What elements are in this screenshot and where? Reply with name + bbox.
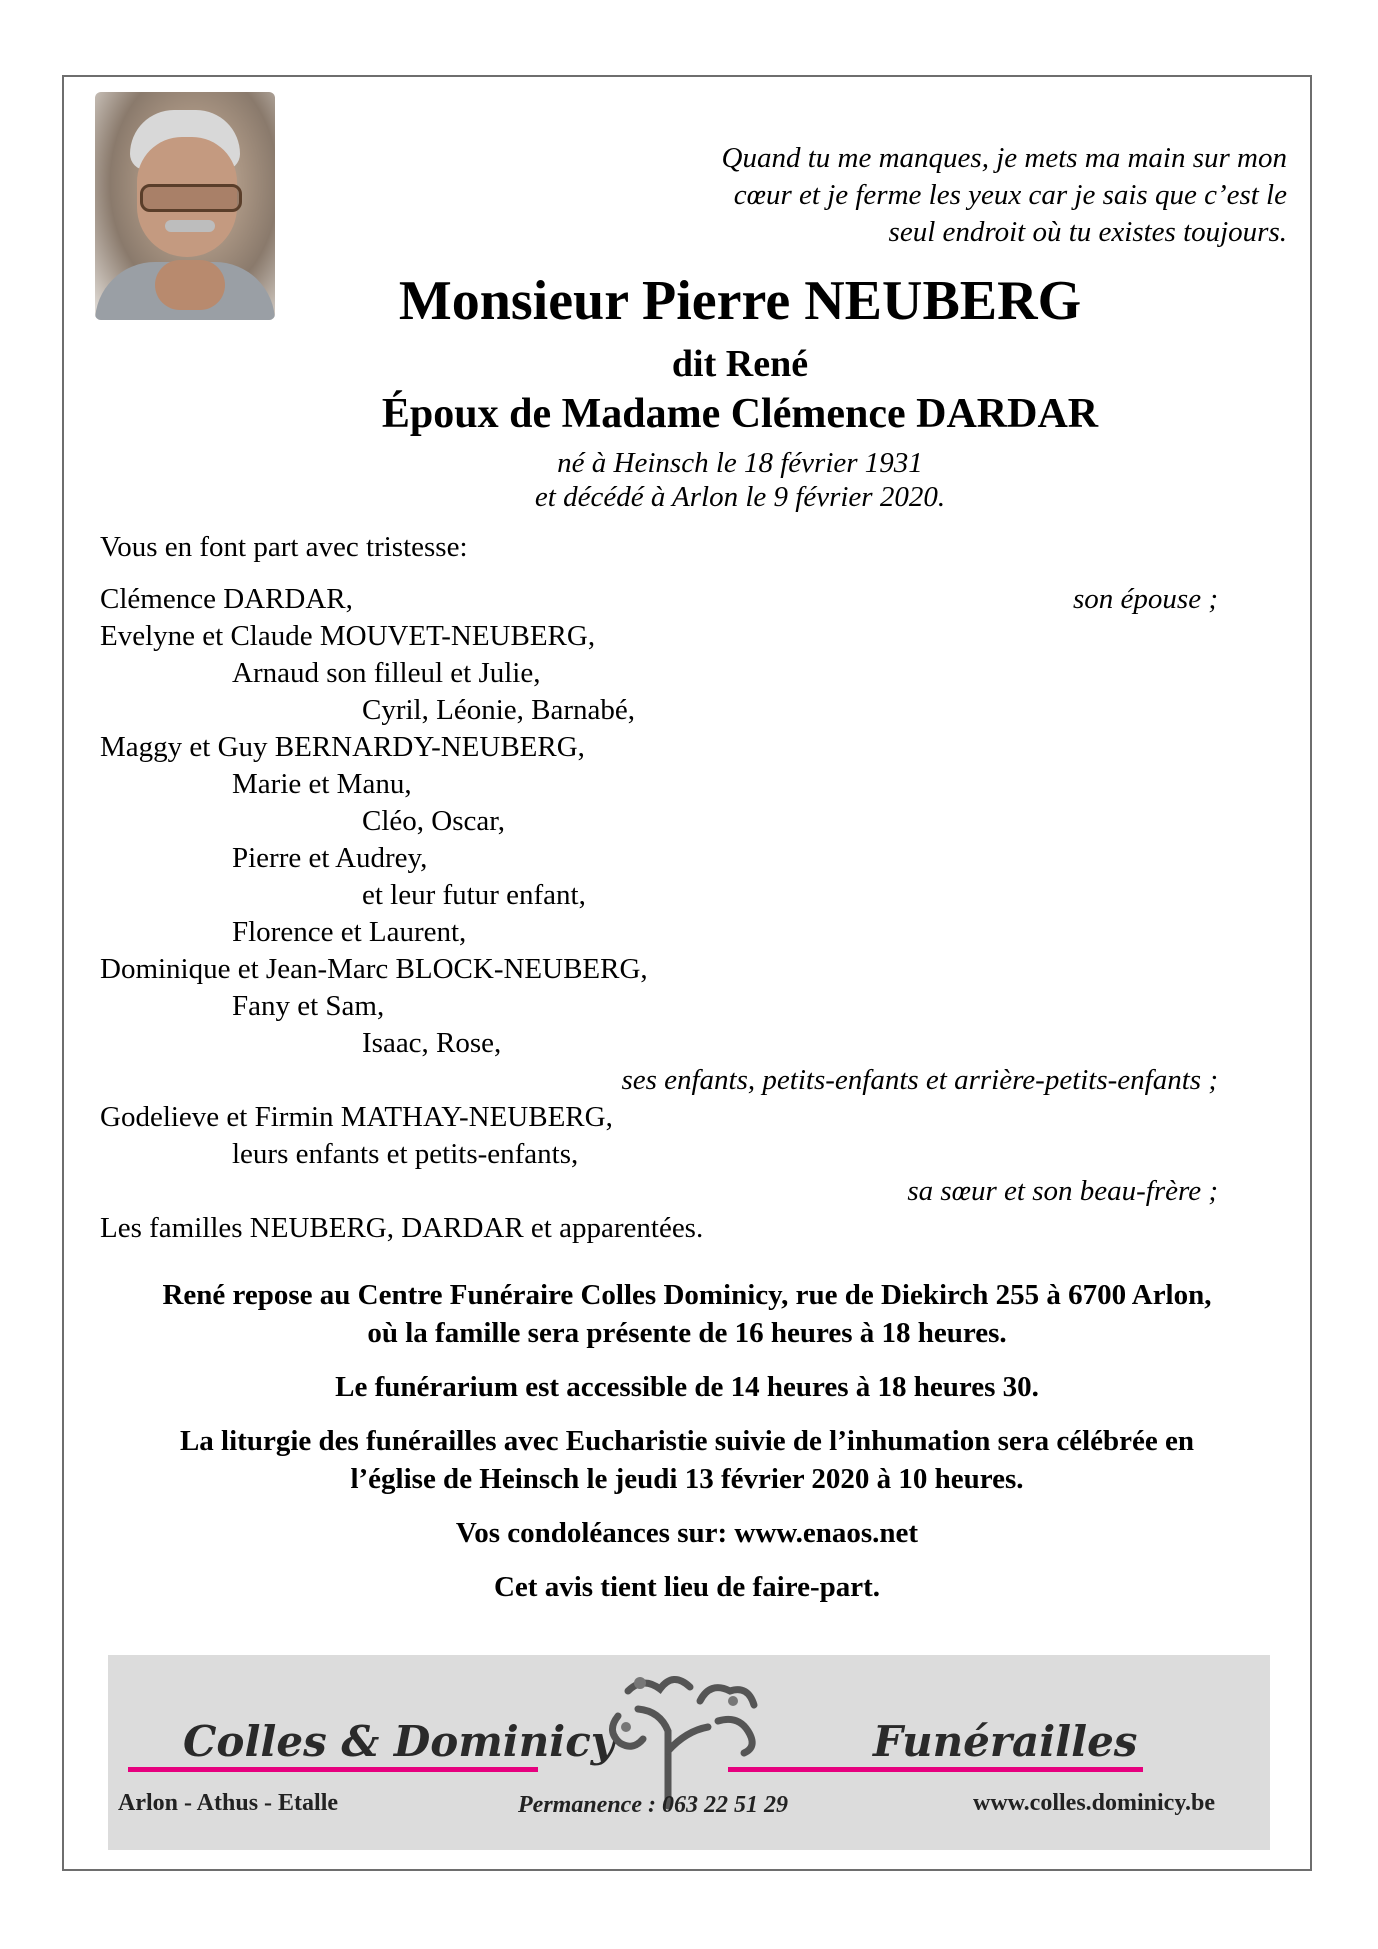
poem-line: cœur et je ferme les yeux car je sais que c’est le — [733, 179, 1287, 211]
family-member: Godelieve et Firmin MATHAY-NEUBERG, — [100, 1101, 613, 1133]
tree-logo-icon — [598, 1661, 778, 1811]
avis-line: Cet avis tient lieu de faire-part. — [493, 1571, 881, 1603]
repose-line: René repose au Centre Funéraire Colles Dominicy, rue de Diekirch 255 à 6700 Arlon, — [162, 1279, 1212, 1311]
poem-line: Quand tu me manques, je mets ma main sur mon — [721, 142, 1287, 174]
family-member: Cyril, Léonie, Barnabé, — [362, 694, 635, 726]
family-member: leurs enfants et petits-enfants, — [232, 1138, 579, 1170]
family-member: Clémence DARDAR, — [100, 583, 353, 615]
family-member: Dominique et Jean-Marc BLOCK-NEUBERG, — [100, 953, 648, 985]
death-line: et décédé à Arlon le 9 février 2020. — [534, 481, 946, 513]
brand-left: Colles & Dominicy — [183, 1717, 616, 1766]
website: www.colles.dominicy.be — [973, 1790, 1216, 1816]
family-member: et leur futur enfant, — [362, 879, 586, 911]
spouse-line: Époux de Madame Clémence DARDAR — [381, 391, 1099, 437]
family-member: Cléo, Oscar, — [362, 805, 505, 837]
role-epouse: son épouse ; — [1073, 583, 1218, 615]
liturgie-line: La liturgie des funérailles avec Eucharistie suivie de l’inhumation sera célébrée en — [179, 1425, 1195, 1457]
family-member: Isaac, Rose, — [362, 1027, 502, 1059]
birth-line: né à Heinsch le 18 février 1931 — [557, 447, 923, 479]
accent-line-right — [728, 1767, 1143, 1772]
permanence-phone: Permanence : 063 22 51 29 — [518, 1792, 788, 1818]
family-member: Pierre et Audrey, — [232, 842, 428, 874]
role-soeur: sa sœur et son beau-frère ; — [907, 1175, 1218, 1207]
poem-line: seul endroit où tu existes toujours. — [888, 216, 1287, 248]
liturgie-line: l’église de Heinsch le jeudi 13 février 2020 à 10 heures. — [350, 1463, 1024, 1495]
family-member: Marie et Manu, — [232, 768, 412, 800]
intro-text: Vous en font part avec tristesse: — [100, 531, 468, 563]
funerarium-line: Le funérarium est accessible de 14 heures à 18 heures 30. — [335, 1371, 1039, 1403]
role-enfants: ses enfants, petits-enfants et arrière-petits-enfants ; — [621, 1064, 1218, 1096]
condoleances-line: Vos condoléances sur: www.enaos.net — [455, 1517, 919, 1549]
family-member: Les familles NEUBERG, DARDAR et apparentées. — [100, 1212, 704, 1244]
family-member: Florence et Laurent, — [232, 916, 467, 948]
deceased-name: Monsieur Pierre NEUBERG — [398, 270, 1082, 332]
funeral-home-banner — [108, 1655, 1270, 1850]
family-member: Arnaud son filleul et Julie, — [232, 657, 541, 689]
brand-right: Funérailles — [873, 1717, 1138, 1766]
family-member: Fany et Sam, — [232, 990, 385, 1022]
accent-line-left — [128, 1767, 538, 1772]
family-member: Maggy et Guy BERNARDY-NEUBERG, — [100, 731, 585, 763]
poem — [627, 140, 1287, 251]
nickname: dit René — [671, 343, 809, 385]
family-member: Evelyne et Claude MOUVET-NEUBERG, — [100, 620, 596, 652]
repose-line: où la famille sera présente de 16 heures à 18 heures. — [367, 1317, 1007, 1349]
locations: Arlon - Athus - Etalle — [118, 1790, 339, 1816]
